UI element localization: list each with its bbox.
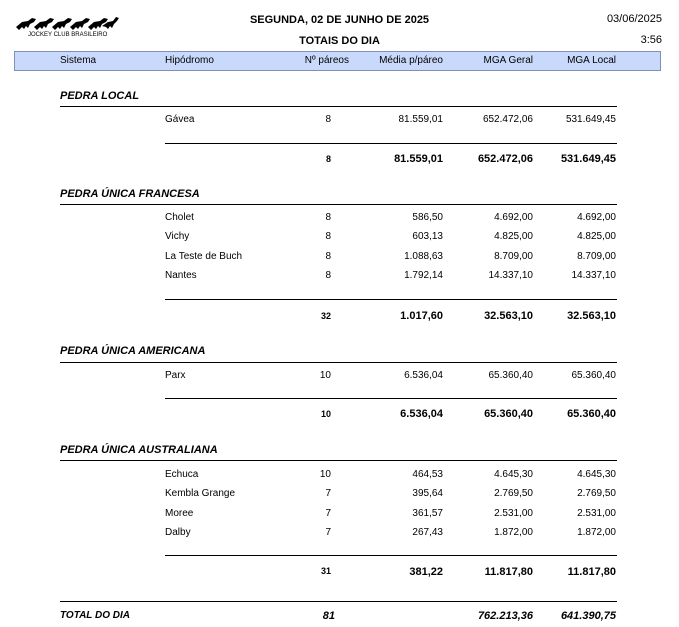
row-hipodromo: Gávea [165, 114, 195, 125]
report-time: 3:56 [640, 34, 662, 46]
row-hipodromo: Cholet [165, 212, 194, 223]
subtotal-mga-geral: 652.472,06 [477, 153, 533, 165]
section-title: PEDRA ÚNICA AMERICANA [60, 345, 206, 357]
row-mga-local: 8.709,00 [577, 251, 616, 262]
row-hipodromo: Kembla Grange [165, 488, 236, 499]
row-media: 464,53 [412, 469, 443, 480]
report-title: SEGUNDA, 02 DE JUNHO DE 2025 [249, 14, 430, 26]
logo-text: JOCKEY CLUB BRASILEIRO [28, 32, 108, 38]
subtotal-divider [165, 299, 617, 300]
row-media: 1.792,14 [404, 270, 443, 281]
report-date: 03/06/2025 [606, 13, 662, 25]
row-mga-geral: 2.531,00 [494, 508, 533, 519]
row-pareos: 10 [319, 469, 331, 480]
subtotal-media: 1.017,60 [400, 310, 443, 322]
row-media: 267,43 [412, 527, 443, 538]
row-hipodromo: Moree [165, 508, 194, 519]
row-hipodromo: Parx [165, 370, 186, 381]
subtotal-divider [165, 143, 617, 144]
row-mga-local: 1.872,00 [577, 527, 616, 538]
row-mga-local: 4.692,00 [577, 212, 616, 223]
row-mga-geral: 2.769,50 [494, 488, 533, 499]
row-pareos: 7 [325, 527, 331, 538]
grand-total-label: TOTAL DO DIA [60, 610, 130, 621]
subtotal-divider [165, 555, 617, 556]
subtotal-divider [165, 398, 617, 399]
section-title: PEDRA LOCAL [60, 90, 140, 102]
row-mga-local: 2.531,00 [577, 508, 616, 519]
row-pareos: 7 [325, 488, 331, 499]
subtotal-mga-geral: 32.563,10 [484, 310, 533, 322]
row-pareos: 8 [325, 114, 331, 125]
subtotal-pareos: 10 [320, 409, 331, 419]
section-title: PEDRA ÚNICA AUSTRALIANA [60, 444, 218, 456]
row-mga-local: 14.337,10 [571, 270, 616, 281]
subtotal-mga-geral: 65.360,40 [484, 408, 533, 420]
subtotal-media: 81.559,01 [394, 153, 443, 165]
row-mga-geral: 14.337,10 [488, 270, 533, 281]
section-divider [60, 204, 617, 205]
row-mga-local: 4.645,30 [577, 469, 616, 480]
row-hipodromo: Vichy [165, 231, 190, 242]
row-media: 361,57 [412, 508, 443, 519]
subtotal-media: 381,22 [409, 566, 443, 578]
column-media: Média p/páreo [379, 55, 443, 66]
row-mga-geral: 1.872,00 [494, 527, 533, 538]
section-divider [60, 106, 617, 107]
subtotal-pareos: 8 [325, 154, 331, 164]
row-mga-geral: 65.360,40 [488, 370, 533, 381]
grand-total-divider [60, 601, 617, 602]
row-mga-geral: 4.645,30 [494, 469, 533, 480]
row-mga-local: 2.769,50 [577, 488, 616, 499]
row-hipodromo: Dalby [165, 527, 191, 538]
subtotal-mga-local: 11.817,80 [567, 566, 616, 578]
column-mga-local: MGA Local [567, 55, 616, 66]
grand-total-pareos: 81 [322, 610, 335, 622]
row-hipodromo: Nantes [165, 270, 197, 281]
row-pareos: 8 [325, 231, 331, 242]
row-pareos: 8 [325, 270, 331, 281]
column-hipodromo: Hipódromo [165, 55, 214, 66]
row-mga-local: 4.825,00 [577, 231, 616, 242]
section-divider [60, 362, 617, 363]
row-pareos: 10 [319, 370, 331, 381]
subtotal-media: 6.536,04 [400, 408, 443, 420]
row-mga-geral: 8.709,00 [494, 251, 533, 262]
row-media: 1.088,63 [404, 251, 443, 262]
section-divider [60, 460, 617, 461]
subtotal-pareos: 32 [320, 311, 331, 321]
report-subtitle: TOTAIS DO DIA [299, 35, 380, 47]
row-mga-local: 65.360,40 [571, 370, 616, 381]
row-hipodromo: Echuca [165, 469, 199, 480]
row-mga-geral: 4.825,00 [494, 231, 533, 242]
row-pareos: 7 [325, 508, 331, 519]
grand-total-mga-geral: 762.213,36 [477, 610, 533, 622]
row-mga-geral: 652.472,06 [482, 114, 533, 125]
subtotal-pareos: 31 [320, 566, 331, 576]
row-media: 81.559,01 [398, 114, 443, 125]
column-pareos: Nº páreos [304, 55, 349, 66]
row-media: 395,64 [412, 488, 443, 499]
section-title: PEDRA ÚNICA FRANCESA [60, 188, 200, 200]
row-media: 6.536,04 [404, 370, 443, 381]
column-sistema: Sistema [60, 55, 97, 66]
subtotal-mga-local: 531.649,45 [560, 153, 616, 165]
row-pareos: 8 [325, 251, 331, 262]
grand-total-mga-local: 641.390,75 [560, 610, 616, 622]
row-media: 603,13 [412, 231, 443, 242]
subtotal-mga-local: 32.563,10 [567, 310, 616, 322]
row-mga-local: 531.649,45 [565, 114, 616, 125]
row-media: 586,50 [412, 212, 443, 223]
subtotal-mga-geral: 11.817,80 [484, 566, 533, 578]
row-mga-geral: 4.692,00 [494, 212, 533, 223]
row-pareos: 8 [325, 212, 331, 223]
subtotal-mga-local: 65.360,40 [567, 408, 616, 420]
row-hipodromo: La Teste de Buch [165, 251, 243, 262]
column-mga-geral: MGA Geral [483, 55, 533, 66]
